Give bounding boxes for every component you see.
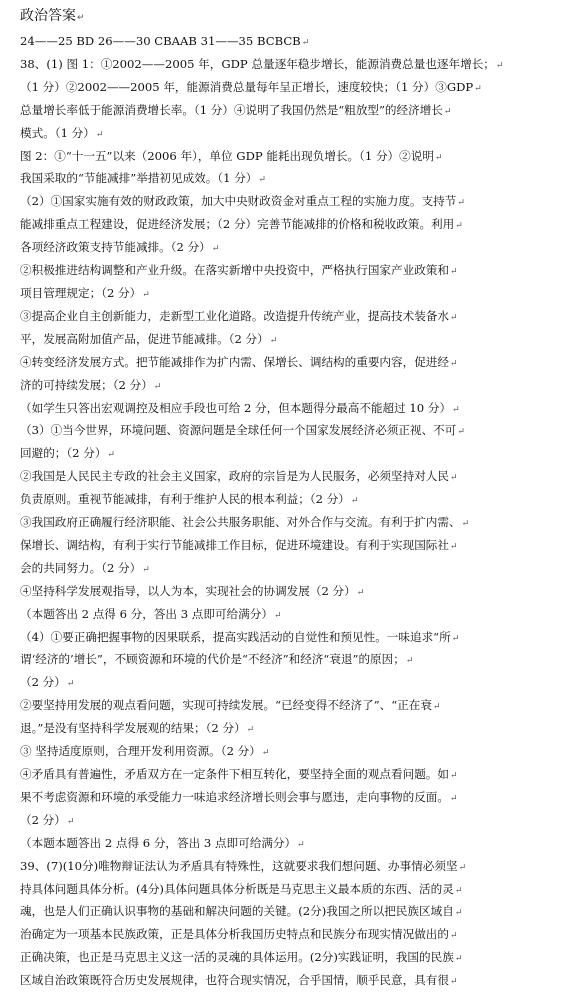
paragraph-mark-icon: ↵ — [356, 587, 365, 598]
text-line: ④矛盾具有普遍性，矛盾双方在一定条件下相互转化，要坚持全面的观点看问题。如↵ — [20, 767, 458, 781]
text-line: 总量增长率低于能源消费增长率。（1 分）④说明了我国仍然是“粗放型”的经济增长↵ — [20, 102, 452, 117]
paragraph-mark-icon: ↵ — [142, 564, 150, 575]
text-line: 能减排重点工程建设，促进经济发展；（2 分）完善节能减排的价格和税收政策。利用↵ — [20, 217, 463, 232]
text-line: 平，发展高附加值产品，促进节能减排。（2 分）↵ — [20, 331, 278, 346]
paragraph-mark-icon: ↵ — [449, 267, 458, 278]
text-line: 负责原则。重视节能减排，有利于维护人民的根本利益；（2 分）↵ — [20, 492, 359, 507]
paragraph-mark-icon: ↵ — [457, 427, 465, 438]
paragraph-mark-icon: ↵ — [153, 381, 162, 392]
text-line: ②积极推进结构调整和产业升级。在落实新增中央投资中，严格执行国家产业政策和↵ — [20, 263, 458, 278]
paragraph-mark-icon: ↵ — [449, 793, 458, 804]
text-line: 正确决策，也正是马克思主义这一活的灵魂的具体运用。(2分)实践证明，我国的民族↵ — [20, 950, 463, 965]
paragraph-mark-icon: ↵ — [434, 152, 443, 163]
paragraph-mark-icon: ↵ — [454, 908, 463, 919]
paragraph-mark-icon: ↵ — [273, 610, 282, 621]
paragraph-mark-icon: ↵ — [474, 83, 482, 94]
paragraph-mark-icon: ↵ — [452, 404, 460, 415]
paragraph-mark-icon: ↵ — [451, 633, 460, 644]
paragraph-mark-icon: ↵ — [261, 748, 270, 759]
text-line: 谓‘经济的’增长”，不顾资源和环境的代价是“不经济”和经济“衰退”的原因；↵ — [20, 652, 414, 667]
paragraph-mark-icon: ↵ — [449, 931, 458, 942]
text-line: 退。”是没有坚持科学发展观的结果；（2 分）↵ — [20, 721, 255, 736]
text-line: 模式。（1 分）↵ — [20, 125, 104, 140]
paragraph-mark-icon: ↵ — [66, 816, 75, 827]
paragraph-mark-icon: ↵ — [454, 885, 463, 896]
text-line: 24——25 BD 26——30 CBAAB 31——35 BCBCB↵ — [20, 34, 310, 48]
paragraph-mark-icon: ↵ — [495, 60, 504, 71]
text-line: ②我国是人民民主专政的社会主义国家，政府的宗旨是为人民服务，必须坚持对人民↵ — [20, 469, 458, 484]
text-line: ②要坚持用发展的观点看问题，实现可持续发展。“已经变得不经济了”、“正在衰↵ — [20, 698, 441, 713]
paragraph-mark-icon: ↵ — [297, 839, 305, 850]
paragraph-mark-icon: ↵ — [458, 862, 467, 873]
text-line: 果不考虑资源和环境的承受能力一味追求经济增长则会事与愿违，走向事物的反面。↵ — [20, 789, 458, 804]
text-line: （1 分）②2002——2005 年，能源消费总量每年呈正增长，速度较快；（1 分）③GDP↵ — [20, 79, 482, 94]
text-line: （3）①当今世界，环境问题、资源问题是全球任何一个国家发展经济必须正视、不可↵ — [20, 423, 465, 438]
text-line: 会的共同努力。（2 分）↵ — [20, 560, 150, 575]
paragraph-mark-icon: ↵ — [443, 106, 452, 117]
paragraph-mark-icon: ↵ — [142, 289, 150, 300]
paragraph-mark-icon: ↵ — [350, 496, 359, 507]
text-line: （如学生只答出宏观调控及相应手段也可给 2 分，但本题得分最高不能超过 10 分）↵ — [20, 400, 460, 415]
paragraph-mark-icon: ↵ — [457, 198, 465, 209]
text-line: 项目管理规定；（2 分）↵ — [20, 285, 150, 300]
paragraph-mark-icon: ↵ — [258, 175, 266, 186]
answer-body — [20, 31, 553, 993]
text-line: 38、(1) 图 1：①2002——2005 年，GDP 总量逐年稳步增长，能源消费总量也逐年增长；↵ — [20, 56, 504, 71]
paragraph-mark-icon: ↵ — [95, 129, 104, 140]
paragraph-mark-icon: ↵ — [66, 679, 75, 690]
text-line: （本题答出 2 点得 6 分，答出 3 点即可给满分）↵ — [20, 606, 282, 621]
paragraph-mark-icon: ↵ — [449, 771, 458, 781]
text-line: 39、(7)(10分)唯物辩证法认为矛盾具有特殊性，这就要求我们想问题、办事情必须坚↵ — [20, 858, 467, 873]
text-line: （2 分）↵ — [20, 812, 75, 827]
text-line: ④坚持科学发展观指导，以人为本，实现社会的协调发展（2 分）↵ — [20, 583, 365, 598]
text-line: （本题本题答出 2 点得 6 分，答出 3 点即可给满分）↵ — [20, 835, 305, 850]
text-line: 图 2：①“十一五”以来（2006 年），单位 GDP 能耗出现负增长。（1 分）②说明↵ — [20, 148, 443, 163]
paragraph-mark-icon: ↵ — [449, 541, 458, 552]
text-line: 回避的；（2 分）↵ — [20, 446, 115, 461]
paragraph-mark-icon: ↵ — [455, 221, 463, 232]
text-line: （2 分）↵ — [20, 675, 75, 690]
paragraph-mark-icon: ↵ — [405, 656, 414, 667]
page-title: 政治答案↵ — [20, 8, 85, 24]
paragraph-mark-icon: ↵ — [454, 954, 463, 965]
paragraph-mark-icon: ↵ — [461, 519, 470, 530]
text-line: 各项经济政策支持节能减排。（2 分）↵ — [20, 240, 220, 255]
text-line: ③我国政府正确履行经济职能、社会公共服务职能、对外合作与交流。有利于扩内需、↵ — [20, 515, 470, 530]
paragraph-mark-icon: ↵ — [449, 473, 458, 484]
text-line: 保增长、调结构，有利于实行节能减排工作目标，促进环境建设。有利于实现国际社↵ — [20, 537, 458, 552]
text-line: ③提高企业自主创新能力，走新型工业化道路。改造提升传统产业，提高技术装备水↵ — [20, 308, 458, 323]
paragraph-mark-icon: ↵ — [449, 358, 458, 369]
text-line: 区域自治政策既符合历史发展规律，也符合现实情况，合乎国情，顺乎民意，具有很↵ — [20, 973, 458, 988]
text-line: ③ 坚持适度原则，合理开发利用资源。（2 分）↵ — [20, 744, 270, 759]
paragraph-mark-icon: ↵ — [246, 725, 255, 736]
text-line: 魂，也是人们正确认识事物的基础和解决问题的关键。(2分)我国之所以把民族区域自↵ — [20, 904, 463, 919]
paragraph-mark-icon: ↵ — [211, 244, 220, 255]
text-line: ④转变经济发展方式。把节能减排作为扩内需、保增长、调结构的重要内容，促进经↵ — [20, 354, 458, 369]
text-line: （4）①要正确把握事物的因果联系，提高实践活动的自觉性和预见性。一味追求“所↵ — [20, 629, 460, 644]
text-line: 治确定为一项基本民族政策，正是具体分析我国历史特点和民族分布现实情况做出的↵ — [20, 927, 458, 942]
paragraph-mark-icon: ↵ — [269, 335, 278, 346]
paragraph-mark-icon: ↵ — [449, 977, 458, 988]
text-line: 济的可持续发展；（2 分）↵ — [20, 377, 162, 392]
paragraph-mark-icon: ↵ — [107, 450, 115, 461]
text-line: （2）①国家实施有效的财政政策，加大中央财政资金对重点工程的实施力度。支持节↵ — [20, 194, 465, 209]
text-line: 持具体问题具体分析。(4分)具体问题具体分析既是马克思主义最本质的东西、活的灵↵ — [20, 881, 463, 896]
paragraph-mark-icon: ↵ — [432, 702, 441, 713]
paragraph-mark-icon: ↵ — [301, 38, 310, 48]
paragraph-mark-icon: ↵ — [449, 312, 458, 323]
text-line: 我国采取的“节能减排”举措初见成效。（1 分）↵ — [20, 171, 266, 186]
